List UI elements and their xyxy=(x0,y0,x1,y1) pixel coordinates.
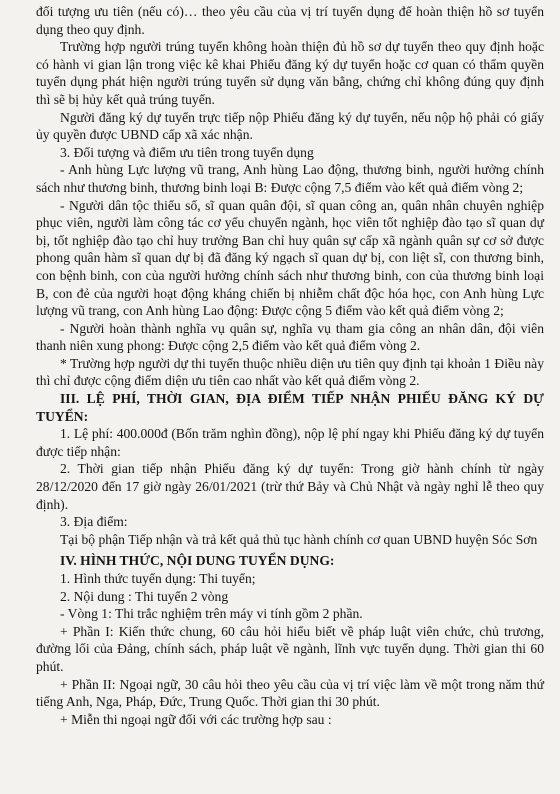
priority-item-2-5-points: - Người hoàn thành nghĩa vụ quân sự, nghĩa vụ tham gia công an nhân dân, đội viên thanh niên xung phong: Được cộng 2,5 điểm vào kết quả điểm vòng 2. xyxy=(36,320,544,354)
section-heading-recruitment-form: IV. HÌNH THỨC, NỘI DUNG TUYỂN DỤNG: xyxy=(60,553,335,569)
location-detail: Tại bộ phận Tiếp nhận và trả kết quả thủ tục hành chính cơ quan UBND huyện Sóc Sơn xyxy=(60,531,538,547)
submission-time-item: 2. Thời gian tiếp nhận Phiếu đăng ký dự tuyển: Trong giờ hành chính từ ngày 28/12/2020 đến 17 giờ ngày 26/01/2021 (trừ thứ Bảy và Chủ Nhật và ngày nghỉ lễ theo quy định). xyxy=(36,461,544,512)
heading-priority-subjects: 3. Đối tượng và điểm ưu tiên trong tuyển dụng xyxy=(60,144,314,160)
round-1-item: - Vòng 1: Thi trắc nghiệm trên máy vi tính gồm 2 phần. xyxy=(60,606,363,622)
fee-item: 1. Lệ phí: 400.000đ (Bốn trăm nghìn đồng), nộp lệ phí ngay khi Phiếu đăng ký dự tuyển được tiếp nhận: xyxy=(36,426,544,459)
paragraph-cancel-result: Trường hợp người trúng tuyển không hoàn thiện đủ hồ sơ dự tuyển theo quy định hoặc có hành vi gian lận trong việc kê khai Phiếu đăng ký dự tuyển hoặc cơ quan có thẩm quyền tuyển dụng phát hiện người trúng tuyển sử dụng văn bằng, chứng chỉ không đúng quy định thì sẽ bị hủy kết quả trúng tuyển. xyxy=(36,39,544,107)
paragraph-direct-submission: Người đăng ký dự tuyển trực tiếp nộp Phiếu đăng ký dự tuyển, nếu nộp hộ phải có giấy ủy quyền được UBND cấp xã xác nhận. xyxy=(36,109,544,143)
priority-note: * Trường hợp người dự thi tuyển thuộc nhiều diện ưu tiên quy định tại khoản 1 Điều này thì chỉ được cộng điểm diện ưu tiên cao nhất vào kết quả điểm vòng 2. xyxy=(36,355,544,389)
priority-item-7-5-points: - Anh hùng Lực lượng vũ trang, Anh hùng Lao động, thương binh, người hưởng chính sách như thương binh, thương binh loại B: Được cộng 7,5 điểm vào kết quả điểm vòng 2; xyxy=(36,162,544,195)
content-item: 2. Nội dung : Thi tuyển 2 vòng xyxy=(60,588,229,604)
recruitment-form-item: 1. Hình thức tuyển dụng: Thi tuyển; xyxy=(60,571,256,586)
location-heading: 3. Địa điểm: xyxy=(60,514,128,530)
priority-item-5-points: - Người dân tộc thiểu số, sĩ quan quân đội, sĩ quan công an, quân nhân chuyên nghiệp phục viên, người làm công tác cơ yếu chuyển ngành, học viên tốt nghiệp đào tạo sĩ quan dự bị, tốt nghiệp đào tạo chỉ huy trưởng Ban chỉ huy quân sự cấp xã ngành quân sự cơ sở được phong quân hàm sĩ quan dự bị đã đăng ký ngạch sĩ quan dự bị, con liệt sĩ, con thương binh, con bệnh binh, con của người hưởng chính sách như thương binh, con của thương binh loại B, con đẻ của người hoạt động kháng chiến bị nhiễm chất độc hóa học, con Anh hùng Lực lượng vũ trang, con Anh hùng Lao động: Được cộng 5 điểm vào kết quả điểm vòng 2; xyxy=(36,197,544,319)
exemption-item: + Miễn thi ngoại ngữ đối với các trường hợp sau : xyxy=(60,711,332,727)
part-1-item: + Phần I: Kiến thức chung, 60 câu hỏi hiểu biết về pháp luật viên chức, chủ trương, đường lối của Đảng, chính sách, pháp luật về ngành, lĩnh vực tuyển dụng. Thời gian thi 60 phút. xyxy=(36,623,544,674)
paragraph-hoso-completion: đối tượng ưu tiên (nếu có)… theo yêu cầu của vị trí tuyển dụng để hoàn thiện hồ sơ tuyển dụng theo quy định. xyxy=(36,4,544,37)
part-2-item: + Phần II: Ngoại ngữ, 30 câu hỏi theo yêu cầu của vị trí việc làm về một trong năm thứ tiếng Anh, Nga, Pháp, Đức, Trung Quốc. Thời gian thi 30 phút. xyxy=(36,676,544,710)
section-heading-fees-time-place: III. LỆ PHÍ, THỜI GIAN, ĐỊA ĐIỂM TIẾP NHẬN PHIẾU ĐĂNG KÝ DỰ TUYỂN: xyxy=(36,391,544,424)
